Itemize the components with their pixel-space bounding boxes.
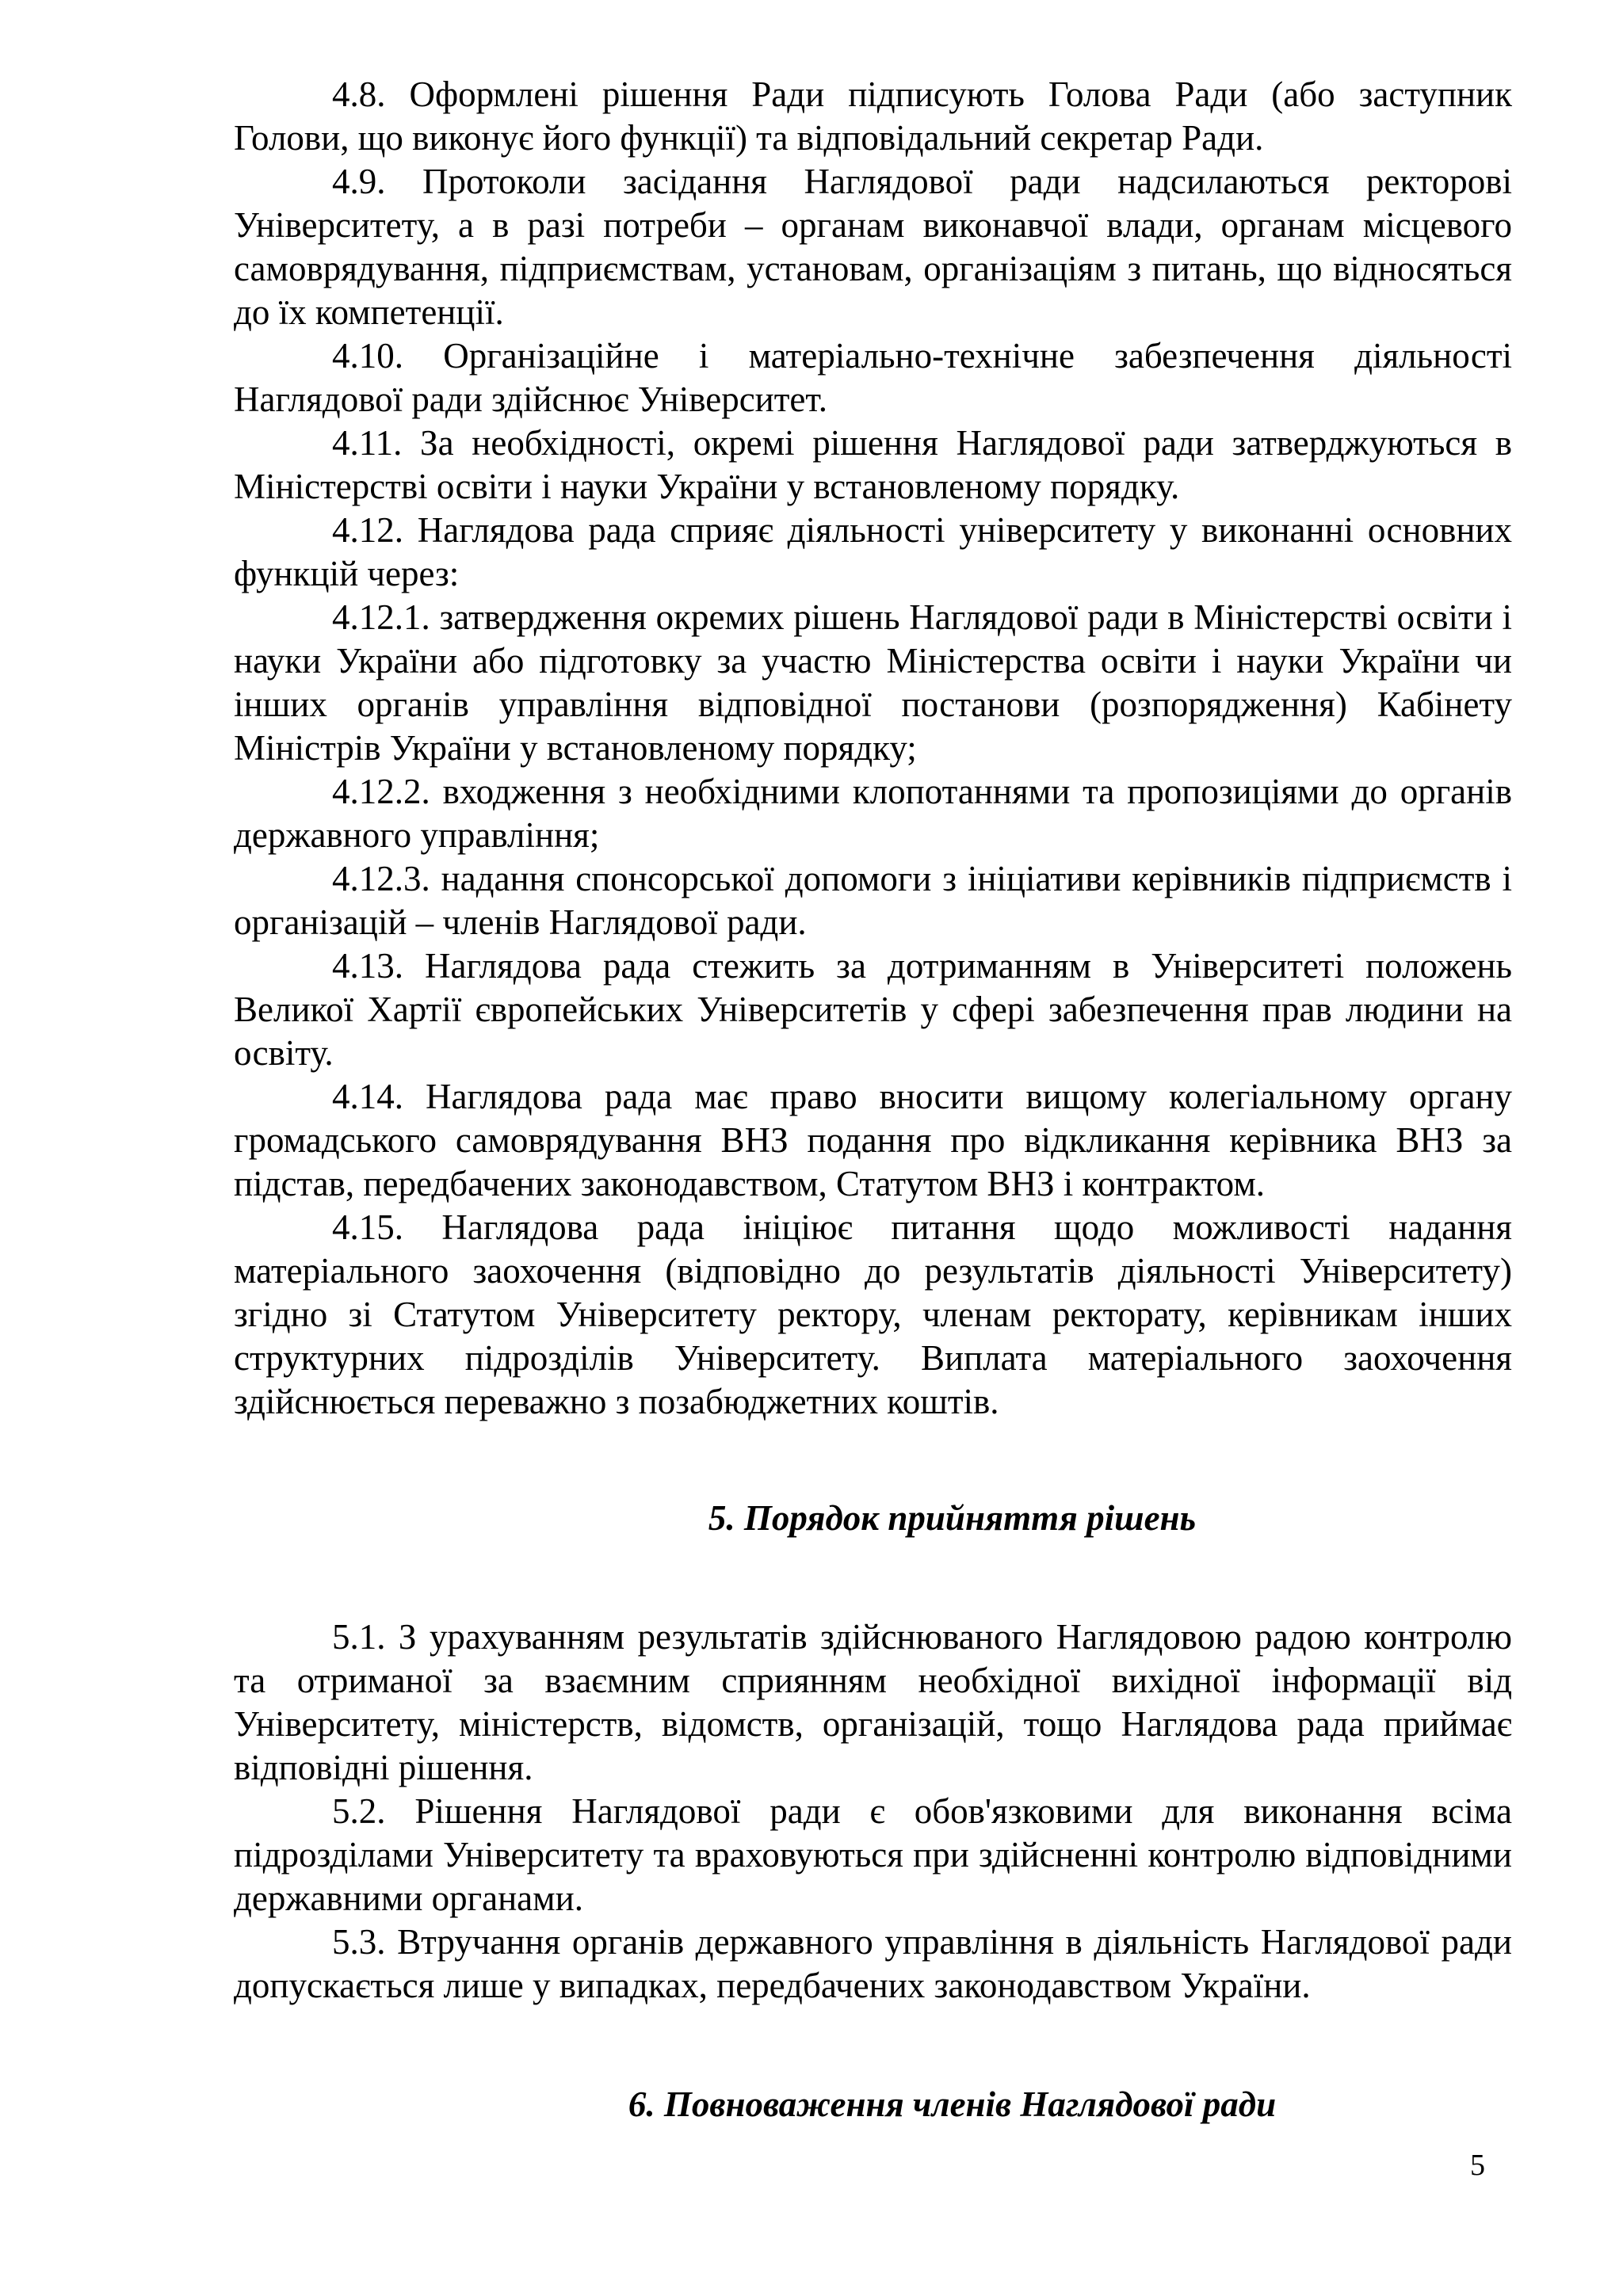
paragraph-4-10: 4.10. Організаційне і матеріально-технічне забезпечення діяльності Наглядової ради здійснює Університет. xyxy=(234,336,1512,419)
document-body xyxy=(234,73,1512,2126)
page-number: 5 xyxy=(1470,2149,1485,2182)
section-heading-6: 6. Повноваження членів Наглядової ради xyxy=(628,2084,1277,2124)
paragraph-4-12-3: 4.12.3. надання спонсорської допомоги з ініціативи керівників підприємств і організацій – членів Наглядової ради. xyxy=(234,859,1512,942)
paragraph-4-13: 4.13. Наглядова рада стежить за дотриманням в Університеті положень Великої Хартії європейських Університетів у сфері забезпечення прав людини на освіту. xyxy=(234,946,1512,1073)
paragraph-4-11: 4.11. За необхідності, окремі рішення Наглядової ради затверджуються в Міністерстві освіти і науки України у встановленому порядку. xyxy=(234,423,1512,506)
section-heading-5: 5. Порядок прийняття рішень xyxy=(708,1498,1197,1538)
paragraph-4-12-1: 4.12.1. затвердження окремих рішень Наглядової ради в Міністерстві освіти і науки України або підготовку за участю Міністерства освіти і науки України чи інших органів управління відповідної постанови (розпорядження) Кабінету Міністрів України у встановленому порядку; xyxy=(234,597,1512,768)
paragraph-4-8: 4.8. Оформлені рішення Ради підписують Голова Ради (або заступник Голови, що виконує його функції) та відповідальний секретар Ради. xyxy=(234,74,1512,158)
paragraph-5-3: 5.3. Втручання органів державного управління в діяльність Наглядової ради допускається лише у випадках, передбачених законодавством України. xyxy=(234,1922,1512,2005)
paragraph-4-12-2: 4.12.2. входження з необхідними клопотаннями та пропозиціями до органів державного управління; xyxy=(234,772,1512,855)
paragraph-4-12: 4.12. Наглядова рада сприяє діяльності університету у виконанні основних функцій через: xyxy=(234,510,1512,593)
paragraph-4-9: 4.9. Протоколи засідання Наглядової ради надсилаються ректорові Університету, а в разі потреби – органам виконавчої влади, органам місцевого самоврядування, підприємствам, установам, організаціям з питань, що відносяться до їх компетенції. xyxy=(234,162,1512,332)
paragraph-4-15: 4.15. Наглядова рада ініціює питання щодо можливості надання матеріального заохочення (відповідно до результатів діяльності Університету) згідно зі Статутом Університету ректору, членам ректорату, керівникам інших структурних підрозділів Університету. Виплата матеріального заохочення здійснюється переважно з позабюджетних коштів. xyxy=(234,1207,1512,1421)
paragraph-4-14: 4.14. Наглядова рада має право вносити вищому колегіальному органу громадського самоврядування ВНЗ подання про відкликання керівника ВНЗ за підстав, передбачених законодавством, Статутом ВНЗ і контрактом. xyxy=(234,1077,1512,1203)
paragraph-5-2: 5.2. Рішення Наглядової ради є обов'язковими для виконання всіма підрозділами Університету та враховуються при здійсненні контролю відповідними державними органами. xyxy=(234,1791,1512,1918)
paragraph-5-1: 5.1. З урахуванням результатів здійснюваного Наглядовою радою контролю та отриманої за взаємним сприянням необхідної вихідної інформації від Університету, міністерств, відомств, організацій, тощо Наглядова рада приймає відповідні рішення. xyxy=(234,1617,1512,1787)
